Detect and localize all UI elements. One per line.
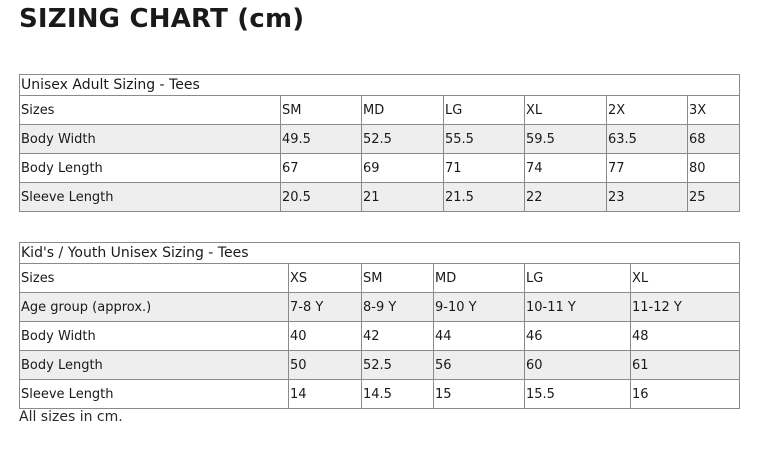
table-cell: 21.5 xyxy=(444,183,525,212)
table-cell: XS xyxy=(289,264,362,293)
table-cell: SM xyxy=(362,264,434,293)
footnote: All sizes in cm. xyxy=(19,409,123,425)
table-cell: 60 xyxy=(525,351,631,380)
table-cell: 68 xyxy=(688,125,740,154)
row-label: Body Width xyxy=(20,322,289,351)
row-label: Body Length xyxy=(20,154,281,183)
table-cell: 9-10 Y xyxy=(434,293,525,322)
table-row xyxy=(20,125,740,154)
table-cell: 52.5 xyxy=(362,351,434,380)
row-label: Sizes xyxy=(20,96,281,125)
table-cell: MD xyxy=(362,96,444,125)
table-cell: 2X xyxy=(607,96,688,125)
table-row xyxy=(20,322,740,351)
table-cell: 52.5 xyxy=(362,125,444,154)
table-cell: 63.5 xyxy=(607,125,688,154)
table-cell: 8-9 Y xyxy=(362,293,434,322)
table-cell: 50 xyxy=(289,351,362,380)
row-label: Sleeve Length xyxy=(20,380,289,409)
table-row xyxy=(20,96,740,125)
table-cell: 77 xyxy=(607,154,688,183)
table-cell: 61 xyxy=(631,351,740,380)
table-cell: 56 xyxy=(434,351,525,380)
table-caption: Unisex Adult Sizing - Tees xyxy=(20,75,740,96)
table-cell: 46 xyxy=(525,322,631,351)
table-cell: 44 xyxy=(434,322,525,351)
table-cell: 74 xyxy=(525,154,607,183)
table-cell: 21 xyxy=(362,183,444,212)
table-cell: 48 xyxy=(631,322,740,351)
table-cell: 67 xyxy=(281,154,362,183)
table-cell: XL xyxy=(525,96,607,125)
table-cell: 14 xyxy=(289,380,362,409)
table-cell: 14.5 xyxy=(362,380,434,409)
row-label: Sizes xyxy=(20,264,289,293)
table-caption: Kid's / Youth Unisex Sizing - Tees xyxy=(20,243,740,264)
table-cell: 40 xyxy=(289,322,362,351)
row-label: Age group (approx.) xyxy=(20,293,289,322)
table-cell: 15.5 xyxy=(525,380,631,409)
table-cell: SM xyxy=(281,96,362,125)
table-cell: 71 xyxy=(444,154,525,183)
table-cell: 55.5 xyxy=(444,125,525,154)
table-cell: 20.5 xyxy=(281,183,362,212)
table-cell: 11-12 Y xyxy=(631,293,740,322)
table-row xyxy=(20,264,740,293)
table-cell: 15 xyxy=(434,380,525,409)
table-cell: 25 xyxy=(688,183,740,212)
table-cell: 22 xyxy=(525,183,607,212)
adult-sizing-table xyxy=(19,74,740,212)
table-cell: LG xyxy=(444,96,525,125)
row-label: Body Length xyxy=(20,351,289,380)
table-cell: 42 xyxy=(362,322,434,351)
table-cell: 3X xyxy=(688,96,740,125)
table-cell: XL xyxy=(631,264,740,293)
table-cell: LG xyxy=(525,264,631,293)
table-row xyxy=(20,293,740,322)
table-row xyxy=(20,380,740,409)
table-cell: 10-11 Y xyxy=(525,293,631,322)
table-cell: MD xyxy=(434,264,525,293)
table-cell: 7-8 Y xyxy=(289,293,362,322)
table-cell: 59.5 xyxy=(525,125,607,154)
table-row xyxy=(20,351,740,380)
table-row xyxy=(20,154,740,183)
table-cell: 16 xyxy=(631,380,740,409)
row-label: Sleeve Length xyxy=(20,183,281,212)
table-cell: 23 xyxy=(607,183,688,212)
kids-sizing-table xyxy=(19,242,740,409)
table-cell: 49.5 xyxy=(281,125,362,154)
row-label: Body Width xyxy=(20,125,281,154)
table-cell: 69 xyxy=(362,154,444,183)
table-row xyxy=(20,183,740,212)
table-cell: 80 xyxy=(688,154,740,183)
page-title: SIZING CHART (cm) xyxy=(19,4,305,34)
